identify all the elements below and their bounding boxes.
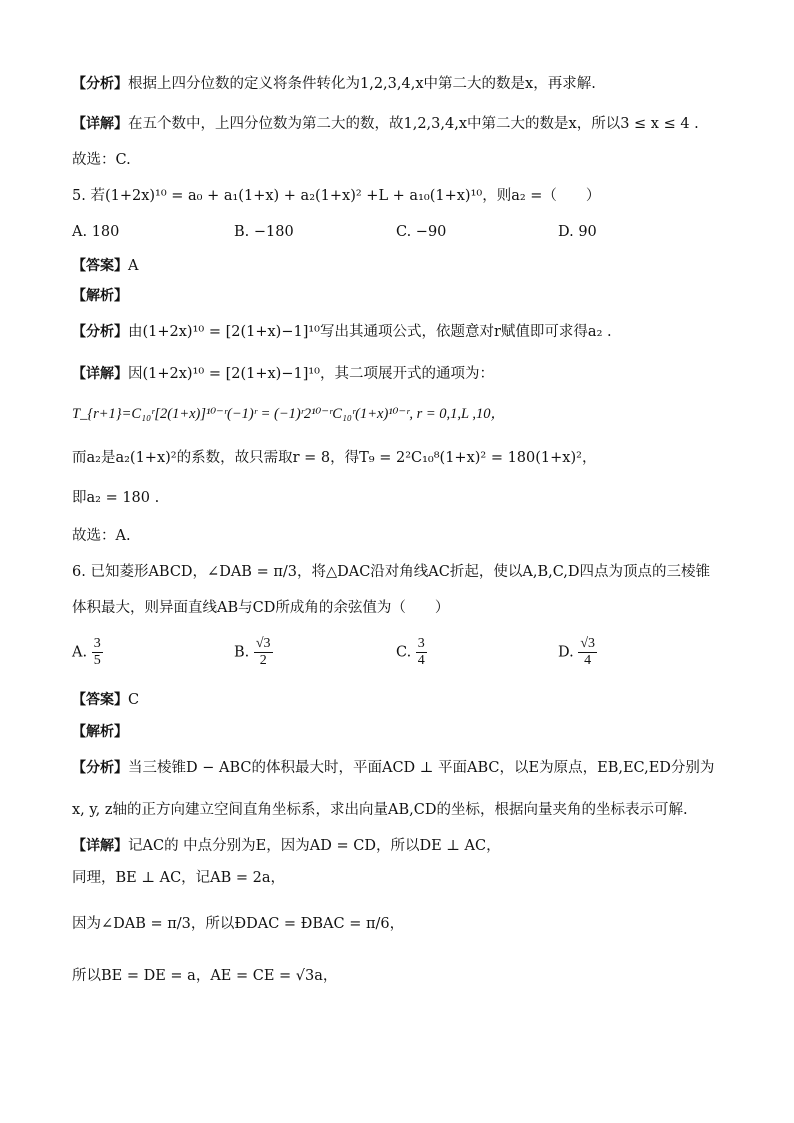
q6-option-c: C. $\frac{3}{4}$ xyxy=(396,636,425,668)
analysis-heading: 【解析】 xyxy=(72,724,128,740)
answer-line: 【答案】C xyxy=(72,692,140,708)
question-6: 6. 已知菱形ABCD，∠DAB = π/3，将△DAC沿对角线AC折起，使以A,B,C,D四点为顶点的三棱锥 xyxy=(72,564,711,580)
text-line: 故选：A. xyxy=(72,528,131,544)
q6-option-a: A. $\frac{3}{5}$ xyxy=(72,636,101,668)
text-line: 【分析】当三棱锥D − ABC的体积最大时，平面ACD ⊥ 平面ABC，以E为原点，EB,EC,ED分别为 xyxy=(72,760,715,776)
text-line: 同理，BE ⊥ AC，记AB = 2a， xyxy=(72,870,286,886)
text-line: 【详解】在五个数中，上四分位数为第二大的数，故1,2,3,4,x中第二大的数是x，所以3 ≤ x ≤ 4 . xyxy=(72,116,699,132)
q6-option-d: D. $\frac{√3}{4}$ xyxy=(558,636,596,668)
q6-option-b: B. $\frac{√3}{2}$ xyxy=(234,636,271,668)
text-line: 【分析】由(1+2x)¹⁰ = [2(1+x)−1]¹⁰写出其通项公式，依题意对r赋值即可求得a₂ . xyxy=(72,324,612,340)
q5-option-a: A. 180 xyxy=(72,224,120,240)
text-line: 而a₂是a₂(1+x)²的系数，故只需取r = 8，得T₉ = 2²C₁₀⁸(1+x)² = 180(1+x)²， xyxy=(72,450,597,466)
text-line: 【详解】记AC的 中点分别为E，因为AD = CD，所以DE ⊥ AC， xyxy=(72,838,501,854)
text-line: 因为∠DAB = π/3，所以ÐDAC = ÐBAC = π/6， xyxy=(72,916,405,932)
analysis-heading: 【解析】 xyxy=(72,288,128,304)
q5-option-b: B. −180 xyxy=(234,224,294,240)
text-line: 体积最大，则异面直线AB与CD所成角的余弦值为（ ） xyxy=(72,600,450,616)
formula-line: T_{r+1}=C₁₀ʳ[2(1+x)]¹⁰⁻ʳ(−1)ʳ = (−1)ʳ2¹⁰⁻ʳC₁₀ʳ(1+x)¹⁰⁻ʳ, r = 0,1,L ,10， xyxy=(72,406,506,422)
answer-line: 【答案】A xyxy=(72,258,139,274)
text-line: 即a₂ = 180 . xyxy=(72,490,160,506)
text-line: 所以BE = DE = a，AE = CE = √3a， xyxy=(72,968,338,984)
text-line: x, y, z轴的正方向建立空间直角坐标系，求出向量AB,CD的坐标，根据向量夹角的坐标表示可解. xyxy=(72,802,688,818)
text-line: 故选：C. xyxy=(72,152,131,168)
q5-option-d: D. 90 xyxy=(558,224,597,240)
question-5: 5. 若(1+2x)¹⁰ = a₀ + a₁(1+x) + a₂(1+x)² +L + a₁₀(1+x)¹⁰，则a₂ =（ ） xyxy=(72,188,601,204)
text-line: 【分析】根据上四分位数的定义将条件转化为1,2,3,4,x中第二大的数是x，再求解. xyxy=(72,76,596,92)
q5-option-c: C. −90 xyxy=(396,224,447,240)
text-line: 【详解】因(1+2x)¹⁰ = [2(1+x)−1]¹⁰，其二项展开式的通项为： xyxy=(72,366,494,382)
